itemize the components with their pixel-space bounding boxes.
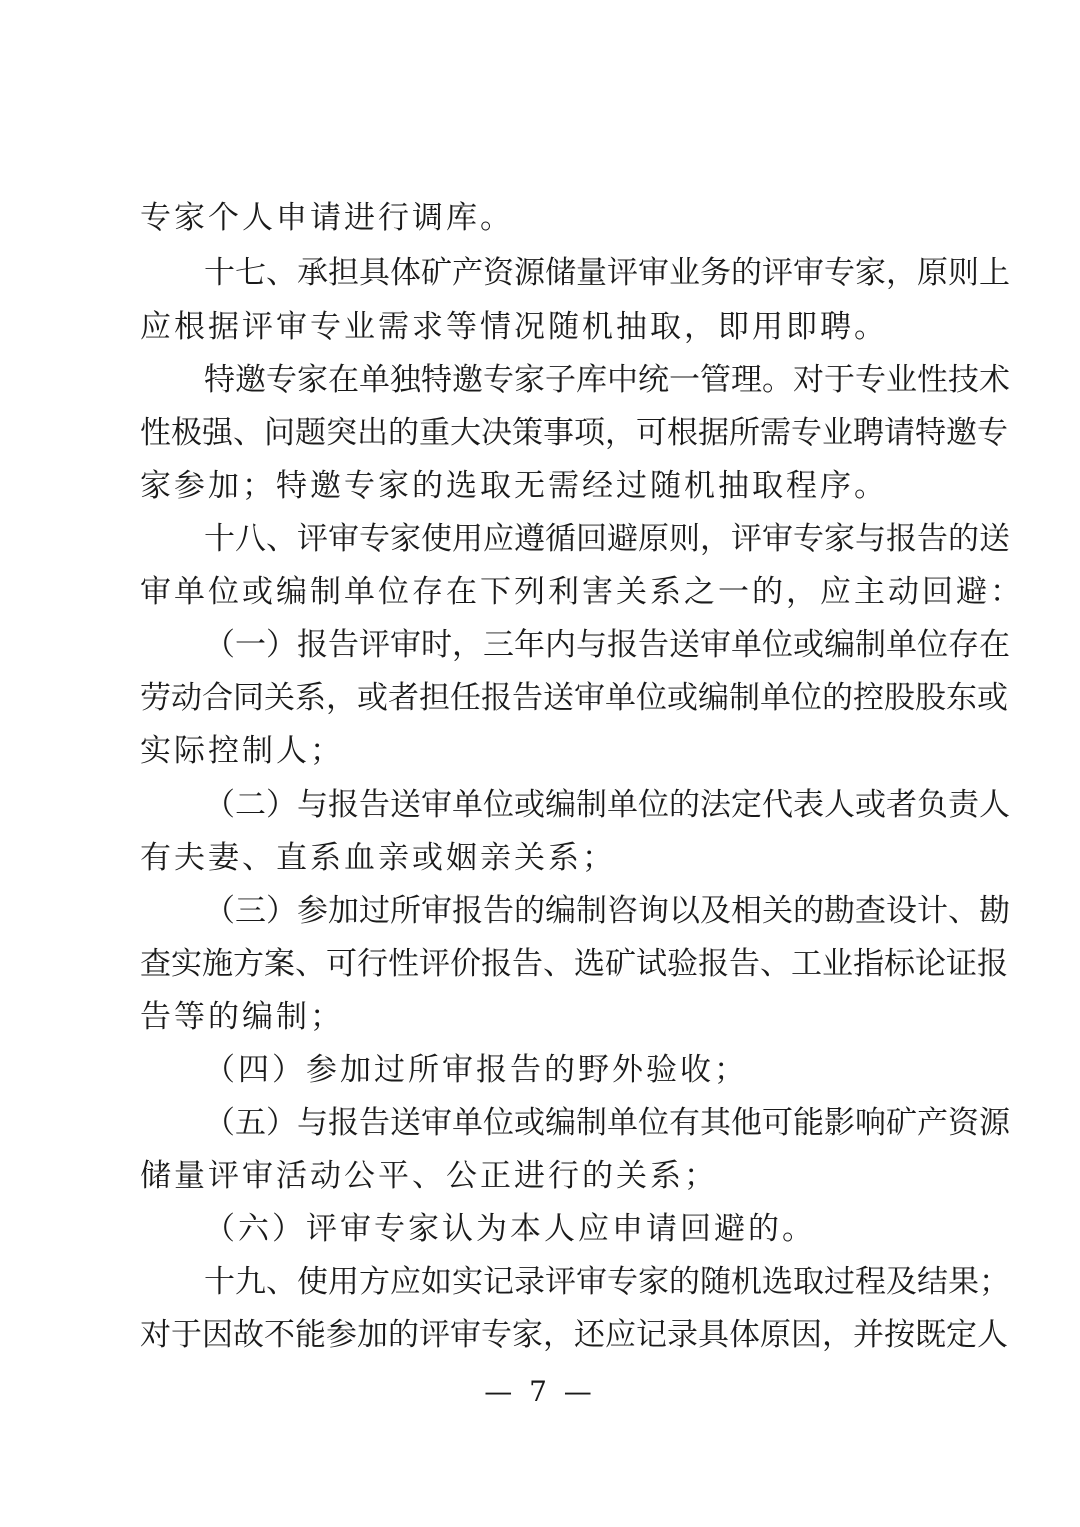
text-line: 审单位或编制单位存在下列利害关系之一的，应主动回避： [140,574,1024,610]
text-line: 专家个人申请进行调库。 [140,200,514,236]
text-line: 特邀专家在单独特邀专家子库中统一管理。对于专业性技术 [204,362,1010,398]
text-line: 十八、评审专家使用应遵循回避原则，评审专家与报告的送 [204,521,1010,557]
text-line: 实际控制人； [140,733,344,769]
text-line: 劳动合同关系，或者担任报告送审单位或编制单位的控股股东或 [140,680,1008,716]
text-line: （一）报告评审时，三年内与报告送审单位或编制单位存在 [204,627,1010,663]
text-line: 对于因故不能参加的评审专家，还应记录具体原因，并按既定人 [140,1317,1008,1353]
text-line: 十七、承担具体矿产资源储量评审业务的评审专家，原则上 [204,255,1010,291]
text-line: （四）参加过所审报告的野外验收； [204,1052,748,1088]
text-line: 性极强、问题突出的重大决策事项，可根据所需专业聘请特邀专 [140,415,1008,451]
text-line: （五）与报告送审单位或编制单位有其他可能影响矿产资源 [204,1105,1010,1141]
text-line: 储量评审活动公平、公正进行的关系； [140,1158,718,1194]
text-line: 应根据评审专业需求等情况随机抽取，即用即聘。 [140,309,888,345]
text-line: 家参加；特邀专家的选取无需经过随机抽取程序。 [140,468,888,504]
page-number: — 7 — [484,1375,596,1408]
text-line: （二）与报告送审单位或编制单位的法定代表人或者负责人 [204,787,1010,823]
text-line: 有夫妻、直系血亲或姻亲关系； [140,840,616,876]
text-line: 十九、使用方应如实记录评审专家的随机选取过程及结果； [204,1264,1010,1300]
text-line: （六）评审专家认为本人应申请回避的。 [204,1211,816,1247]
text-line: 查实施方案、可行性评价报告、选矿试验报告、工业指标论证报 [140,946,1008,982]
text-line: 告等的编制； [140,999,344,1035]
text-line: （三）参加过所审报告的编制咨询以及相关的勘查设计、勘 [204,893,1010,929]
